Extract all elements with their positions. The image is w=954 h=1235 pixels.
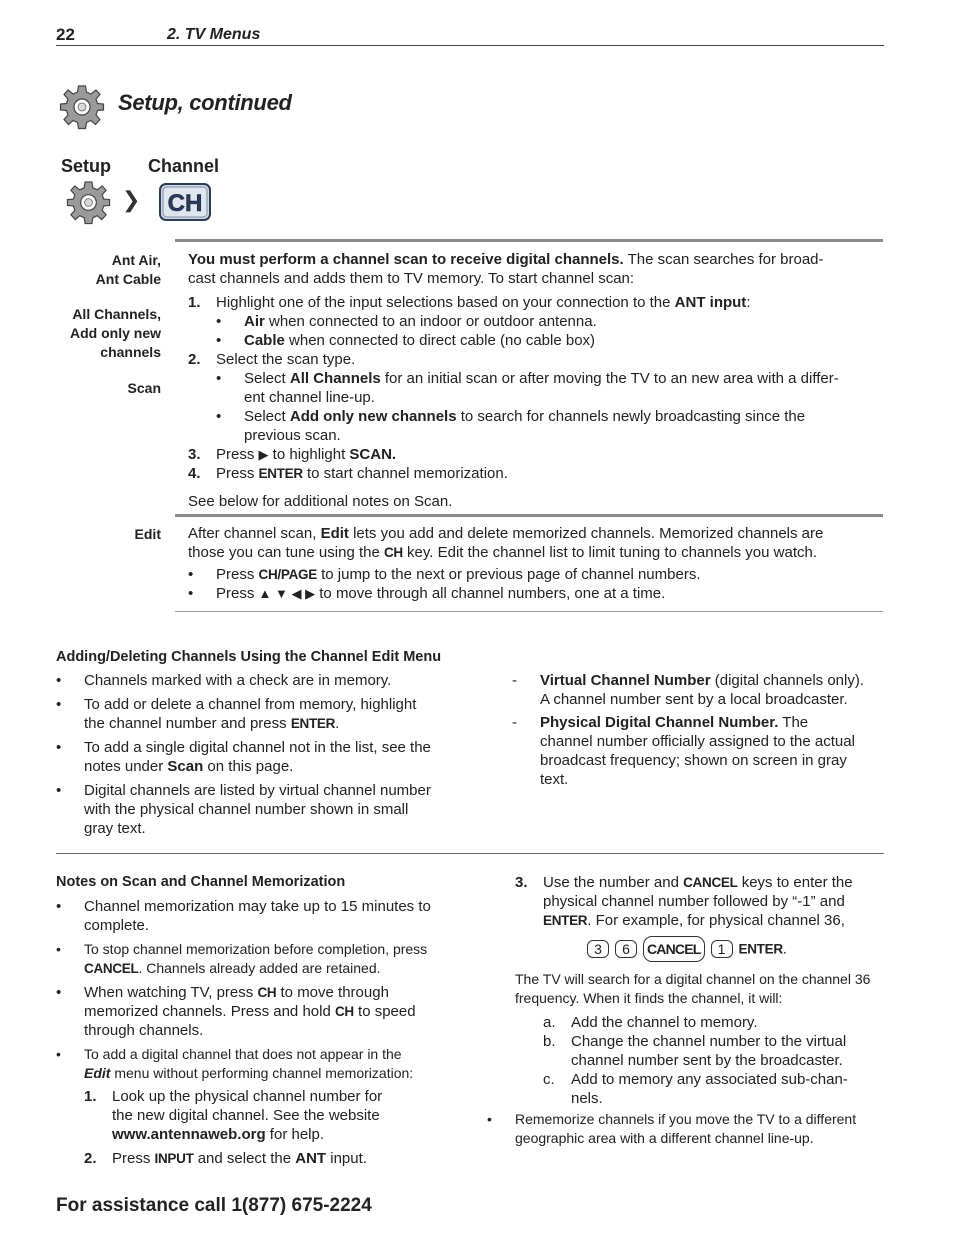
label-edit: Edit	[134, 526, 161, 542]
input-key-label: INPUT	[154, 1151, 194, 1166]
ch-key-label: CH	[383, 545, 403, 560]
bullet-text: Select	[244, 370, 290, 387]
bullet-text: Press	[216, 585, 259, 602]
key-sequence	[587, 936, 890, 962]
cancel-key-icon: CANCEL	[643, 936, 705, 962]
list-item	[188, 464, 878, 483]
item-text: . Channels already added are retained.	[138, 960, 381, 976]
bullet: •	[56, 696, 62, 713]
bullet-bold: Add only new channels	[289, 408, 457, 425]
header-rule	[56, 45, 884, 46]
item-text: (digital channels only).	[710, 672, 865, 689]
item-text: . For example, for physical channel 36,	[587, 912, 845, 929]
item-bold: ANT	[295, 1150, 327, 1167]
item-text: .	[782, 940, 787, 958]
website-text: www.antennaweb.org	[112, 1126, 266, 1143]
setup-gear-icon	[66, 180, 111, 225]
step-letter: b.	[543, 1033, 556, 1050]
item-text: input.	[326, 1150, 367, 1167]
section-rule	[175, 611, 883, 612]
step-number: 2.	[84, 1150, 97, 1167]
item-text: menu without performing channel memorization:	[110, 1065, 414, 1081]
bullet-text: when connected to an indoor or outdoor antenna.	[264, 313, 597, 330]
dash: -	[512, 672, 517, 689]
list-item	[188, 350, 878, 369]
item-bold: Edit	[84, 1065, 111, 1081]
list-item	[188, 293, 878, 312]
chevron-right-icon: ❯	[122, 187, 141, 212]
label-ant-cable: Ant Cable	[95, 271, 161, 287]
list-item	[543, 1070, 890, 1108]
section-rule	[175, 239, 883, 242]
list-item	[512, 713, 892, 789]
list-item	[188, 565, 878, 584]
item-bold: Physical Digital Channel Number.	[540, 714, 779, 731]
step-bold: SCAN.	[349, 446, 397, 463]
ch-key-label: CH	[257, 985, 277, 1000]
enter-key-label: ENTER	[543, 913, 588, 928]
item-text: on this page.	[203, 758, 294, 775]
channel-number-types	[512, 671, 892, 789]
item-text: Add the channel to memory.	[571, 1014, 758, 1031]
item-text: memorized channels. Press and hold	[84, 1003, 335, 1020]
item-text: nels.	[571, 1090, 603, 1107]
list-item	[543, 1013, 890, 1032]
item-bold: Virtual Channel Number	[540, 672, 711, 689]
item-text: To stop channel memorization before completion, press	[84, 941, 428, 957]
item-text: Channels marked with a check are in memory.	[84, 672, 392, 689]
item-text: A channel number sent by a local broadcaster.	[540, 691, 848, 708]
step-number: 4.	[188, 465, 201, 482]
step-number: 3.	[188, 446, 201, 463]
bullet-text: to search for channels newly broadcasting since the	[456, 408, 806, 425]
bullet-text: Press	[216, 566, 259, 583]
key-3-icon: 3	[587, 940, 609, 958]
item-text: the new digital channel. See the website	[112, 1107, 380, 1124]
bullet: •	[216, 408, 222, 425]
item-text: Add to memory any associated sub-chan-	[571, 1071, 848, 1088]
key-6-icon: 6	[615, 940, 637, 958]
bullet: •	[56, 941, 61, 957]
rememorize-note	[487, 1110, 897, 1148]
step-bold: ANT input	[674, 294, 747, 311]
item-text: To add a single digital channel not in the list, see the	[84, 739, 431, 756]
step-text: Highlight one of the input selections based on your connection to the	[216, 294, 675, 311]
list-item	[84, 1087, 466, 1144]
step-letter: a.	[543, 1014, 556, 1031]
search-note	[515, 970, 890, 1008]
breadcrumb-setup: Setup	[61, 156, 112, 176]
dash: -	[512, 714, 517, 731]
list-item	[56, 781, 466, 838]
notes-right-column	[515, 873, 890, 1108]
list-item	[56, 738, 466, 776]
list-item	[188, 584, 878, 603]
item-text: for help.	[265, 1126, 325, 1143]
step-text: to highlight	[268, 446, 350, 463]
edit-text: lets you add and delete memorized channels. Memorized channels are	[348, 525, 824, 542]
key-1-icon: 1	[711, 940, 733, 958]
bullet: •	[188, 585, 194, 602]
page-number: 22	[56, 25, 75, 44]
item-text: physical channel number followed by “-1” and	[543, 893, 845, 910]
list-item	[515, 873, 890, 930]
item-text: text.	[540, 771, 569, 788]
item-text: notes under	[84, 758, 168, 775]
bullet-text: to jump to the next or previous page of channel numbers.	[316, 566, 701, 583]
item-text: channel number sent by the broadcaster.	[571, 1052, 843, 1069]
step-text: Press	[216, 446, 259, 463]
section-rule	[56, 853, 884, 854]
cancel-key-label: CANCEL	[683, 875, 738, 890]
list-item	[216, 331, 878, 350]
gear-icon	[59, 84, 105, 130]
chapter-title: 2. TV Menus	[167, 26, 261, 43]
section-title: Setup, continued	[118, 90, 292, 115]
cancel-key-label: CANCEL	[84, 961, 139, 976]
step-text: Press	[216, 465, 259, 482]
enter-key-label: ENTER	[290, 716, 336, 731]
item-text: with the physical channel number shown in small	[84, 801, 409, 818]
step-letter: c.	[543, 1071, 555, 1088]
list-item	[56, 940, 466, 978]
item-text: complete.	[84, 917, 150, 934]
item-text: broadcast frequency; shown on screen in gray	[540, 752, 847, 769]
bullet-bold: Cable	[244, 332, 285, 349]
step-number: 2.	[188, 351, 201, 368]
list-item	[56, 897, 466, 935]
list-item	[56, 671, 466, 690]
bullet: •	[56, 672, 62, 689]
list-item	[216, 407, 878, 445]
list-item	[56, 695, 466, 733]
item-text: gray text.	[84, 820, 146, 837]
list-item	[512, 671, 892, 709]
scan-section	[188, 250, 878, 511]
scan-intro-bold: You must perform a channel scan to receive digital channels.	[188, 251, 624, 268]
step-text: Select the scan type.	[216, 351, 356, 368]
item-text: The	[778, 714, 809, 731]
edit-section	[188, 524, 878, 603]
list-item	[216, 312, 878, 331]
step-number: 1.	[188, 294, 201, 311]
list-item	[487, 1110, 897, 1148]
bullet: •	[56, 984, 62, 1001]
item-text: Press	[112, 1150, 155, 1167]
breadcrumb-channel: Channel	[148, 156, 220, 176]
bullet-text: previous scan.	[244, 427, 341, 444]
label-channels: channels	[100, 344, 161, 360]
bullet: •	[188, 566, 194, 583]
ch-page-key-label: CH/PAGE	[258, 567, 317, 582]
arrow-keys-icon: ▲ ▼ ◀ ▶	[258, 586, 316, 601]
item-text: keys to enter the	[737, 874, 853, 891]
assistance-footer: For assistance call 1(877) 675-2224	[56, 1195, 372, 1216]
item-text: To add or delete a channel from memory, highlight	[84, 696, 417, 713]
edit-bold: Edit	[320, 525, 349, 542]
item-text: Digital channels are listed by virtual channel number	[84, 782, 431, 799]
note-text: The TV will search for a digital channel on the channel 36	[515, 971, 871, 987]
bullet-text: to move through all channel numbers, one at a time.	[315, 585, 666, 602]
item-text: the channel number and press	[84, 715, 291, 732]
right-arrow-icon: ▶	[258, 447, 269, 462]
item-text: geographic area with a different channel line-up.	[515, 1130, 814, 1146]
section-rule	[175, 514, 883, 517]
item-text: Change the channel number to the virtual	[571, 1033, 847, 1050]
item-text: and select the	[193, 1150, 296, 1167]
item-text: When watching TV, press	[84, 984, 258, 1001]
notes-list	[56, 897, 466, 1168]
list-item	[56, 983, 466, 1040]
list-item	[56, 1045, 466, 1083]
edit-text: key. Edit the channel list to limit tuning to channels you watch.	[402, 544, 818, 561]
bullet: •	[56, 739, 62, 756]
item-text: Look up the physical channel number for	[112, 1088, 383, 1105]
bullet-text: Select	[244, 408, 290, 425]
item-bold: Scan	[167, 758, 204, 775]
label-add-only-new: Add only new	[70, 325, 161, 341]
label-scan: Scan	[127, 380, 161, 396]
item-text: to speed	[353, 1003, 416, 1020]
enter-key-label: ENTER	[738, 941, 783, 957]
enter-key-label: ENTER	[258, 466, 303, 481]
bullet: •	[216, 313, 222, 330]
scan-intro-2: cast channels and adds them to TV memory. To start channel scan:	[188, 270, 635, 287]
svg-text:CH: CH	[167, 190, 203, 217]
label-ant-air: Ant Air,	[111, 252, 161, 268]
item-text: to move through	[276, 984, 389, 1001]
edit-text: those you can tune using the	[188, 544, 384, 561]
scan-intro: The scan searches for broad-	[623, 251, 824, 268]
note-text: frequency. When it finds the channel, it will:	[515, 990, 783, 1006]
item-text: Use the number and	[543, 874, 684, 891]
item-text: Channel memorization may take up to 15 minutes to	[84, 898, 431, 915]
item-text: through channels.	[84, 1022, 204, 1039]
edit-text: After channel scan,	[188, 525, 321, 542]
bullet: •	[487, 1111, 492, 1127]
step-text: to start channel memorization.	[302, 465, 508, 482]
list-item	[543, 1032, 890, 1070]
item-text: channel number officially assigned to the actual	[540, 733, 855, 750]
notes-heading: Notes on Scan and Channel Memorization	[56, 874, 346, 890]
item-text: To add a digital channel that does not appear in the	[84, 1046, 402, 1062]
list-item	[84, 1149, 466, 1168]
bullet-bold: Air	[244, 313, 265, 330]
bullet: •	[56, 1046, 61, 1062]
list-item	[188, 445, 878, 464]
bullet: •	[216, 370, 222, 387]
item-text: .	[335, 715, 340, 732]
bullet: •	[216, 332, 222, 349]
step-number: 1.	[84, 1088, 97, 1105]
bullet-text: ent channel line-up.	[244, 389, 375, 406]
label-all-channels: All Channels,	[72, 306, 161, 322]
step-text: :	[746, 294, 751, 311]
scan-note: See below for additional notes on Scan.	[188, 493, 453, 510]
channel-ch-icon	[158, 182, 212, 222]
bullet-text: for an initial scan or after moving the TV to an new area with a differ-	[380, 370, 839, 387]
item-text: Rememorize channels if you move the TV to a different	[515, 1111, 857, 1127]
bullet-text: when connected to direct cable (no cable box)	[284, 332, 596, 349]
ch-key-label: CH	[334, 1004, 354, 1019]
list-item	[216, 369, 878, 407]
bullet-bold: All Channels	[289, 370, 381, 387]
adding-heading: Adding/Deleting Channels Using the Channel Edit Menu	[56, 649, 442, 665]
adding-list	[56, 671, 466, 838]
bullet: •	[56, 782, 62, 799]
bullet: •	[56, 898, 62, 915]
step-number: 3.	[515, 874, 528, 891]
